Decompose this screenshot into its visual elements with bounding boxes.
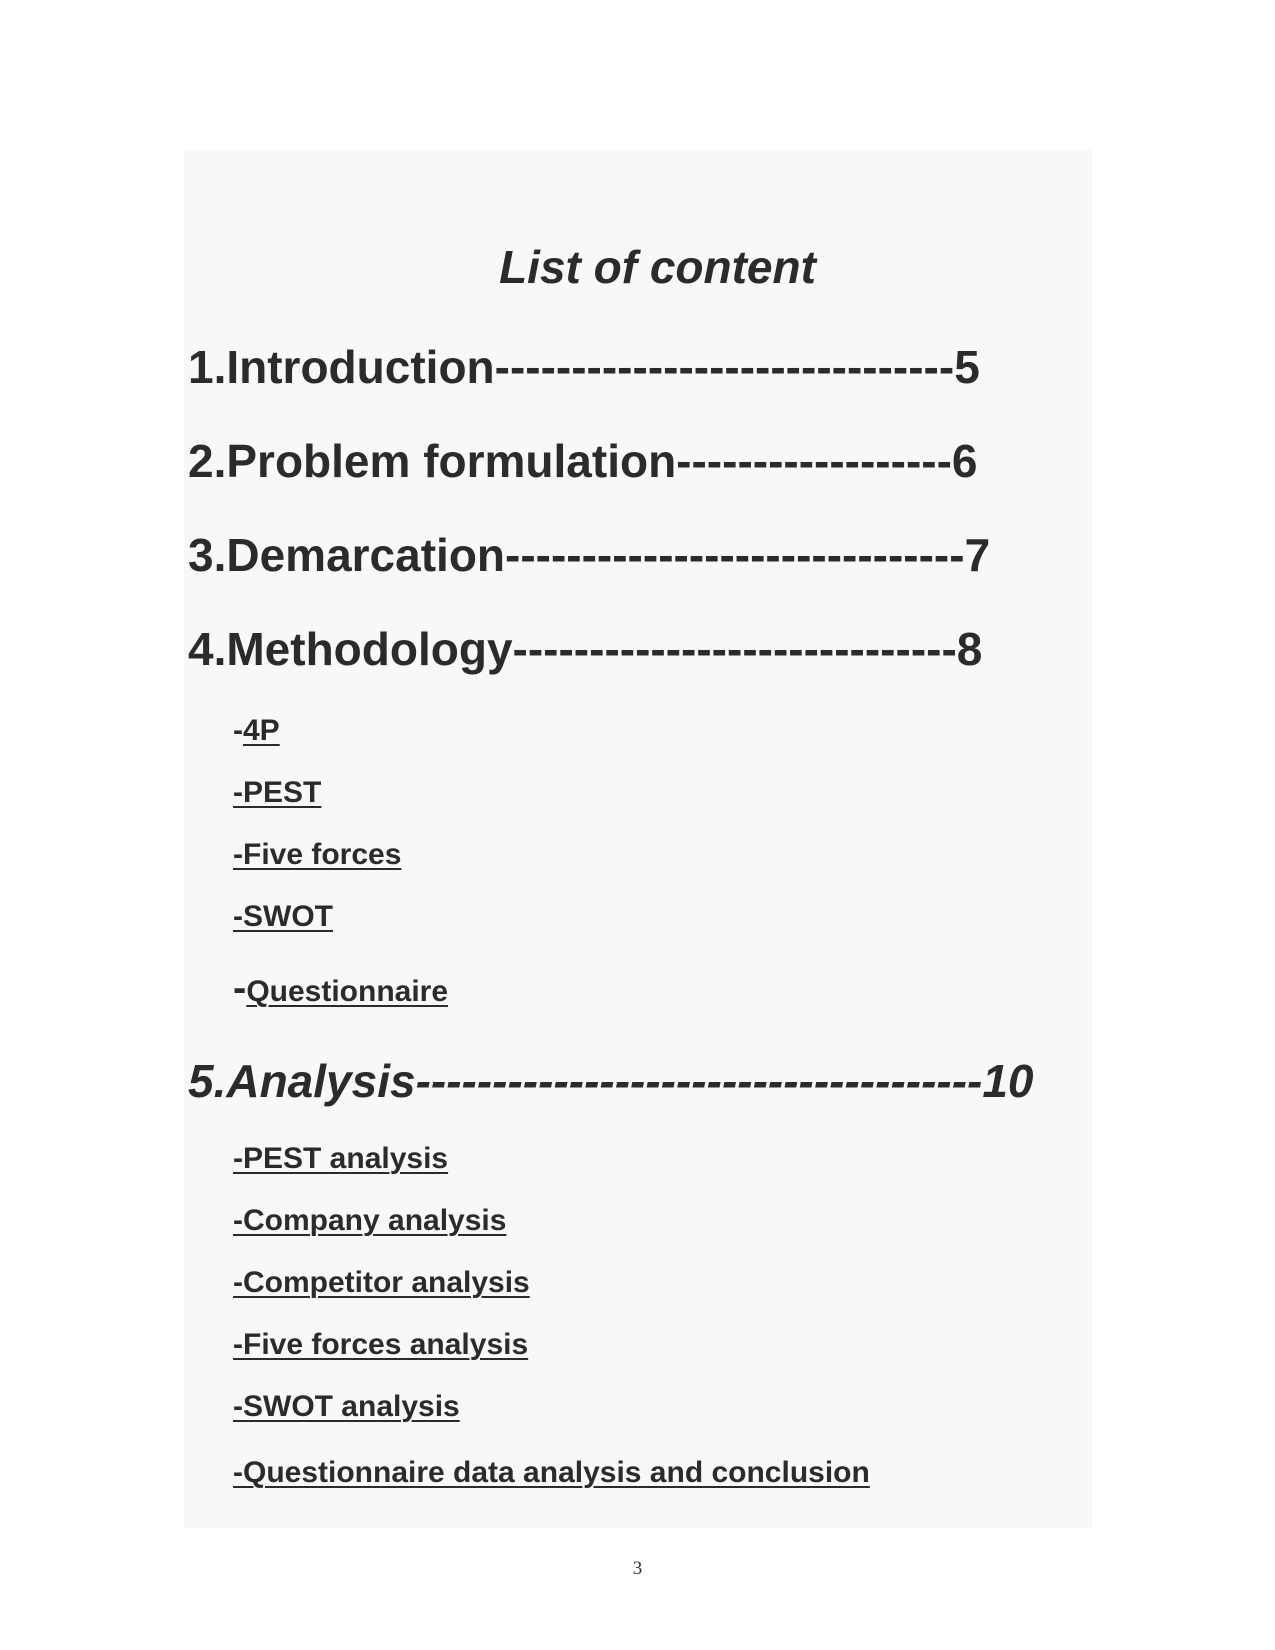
toc-subitem-label: -SWOT analysis <box>233 1390 460 1423</box>
toc-subitem-pest-analysis <box>233 1144 448 1174</box>
toc-subitem-label: 4P <box>243 714 280 747</box>
toc-subitem-company-analysis <box>233 1206 506 1236</box>
toc-subitem-label: -Competitor analysis <box>233 1266 530 1299</box>
toc-subitem-competitor-analysis <box>233 1268 530 1298</box>
toc-subitem-label: -Five forces <box>233 838 402 871</box>
toc-chapter-analysis: 5.Analysis-------------------------------------10 <box>188 1055 1034 1107</box>
toc-subitem-dash: - <box>233 714 243 747</box>
toc-chapter-introduction: 1.Introduction------------------------------5 <box>188 341 980 393</box>
toc-subitem-4p <box>233 716 280 746</box>
toc-chapter-demarcation: 3.Demarcation------------------------------7 <box>188 529 991 581</box>
page-title: List of content <box>499 241 816 293</box>
toc-chapter-methodology: 4.Methodology-----------------------------8 <box>188 623 983 675</box>
toc-chapter-problem-formulation: 2.Problem formulation------------------6 <box>188 435 978 487</box>
toc-subitem-swot <box>233 902 333 932</box>
toc-subitem-label: -Company analysis <box>233 1204 507 1237</box>
toc-subitem-pest <box>233 778 321 808</box>
toc-subitem-five-forces-analysis <box>233 1330 528 1360</box>
toc-subitem-label: -PEST analysis <box>233 1142 449 1175</box>
toc-subitem-label: Questionnaire <box>246 975 449 1008</box>
toc-subitem-label: -SWOT <box>233 900 333 933</box>
toc-subitem-label: -PEST <box>233 776 322 809</box>
toc-subitem-five-forces <box>233 840 401 870</box>
toc-subitem-label: -Questionnaire data analysis and conclusion <box>233 1456 870 1489</box>
page-number: 3 <box>632 1558 643 1579</box>
toc-subitem-label: -Five forces analysis <box>233 1328 529 1361</box>
toc-subitem-questionnaire-analysis <box>233 1458 870 1488</box>
toc-subitem-dash: - <box>233 966 247 1010</box>
toc-subitem-swot-analysis <box>233 1392 460 1422</box>
toc-subitem-questionnaire <box>233 968 448 1008</box>
